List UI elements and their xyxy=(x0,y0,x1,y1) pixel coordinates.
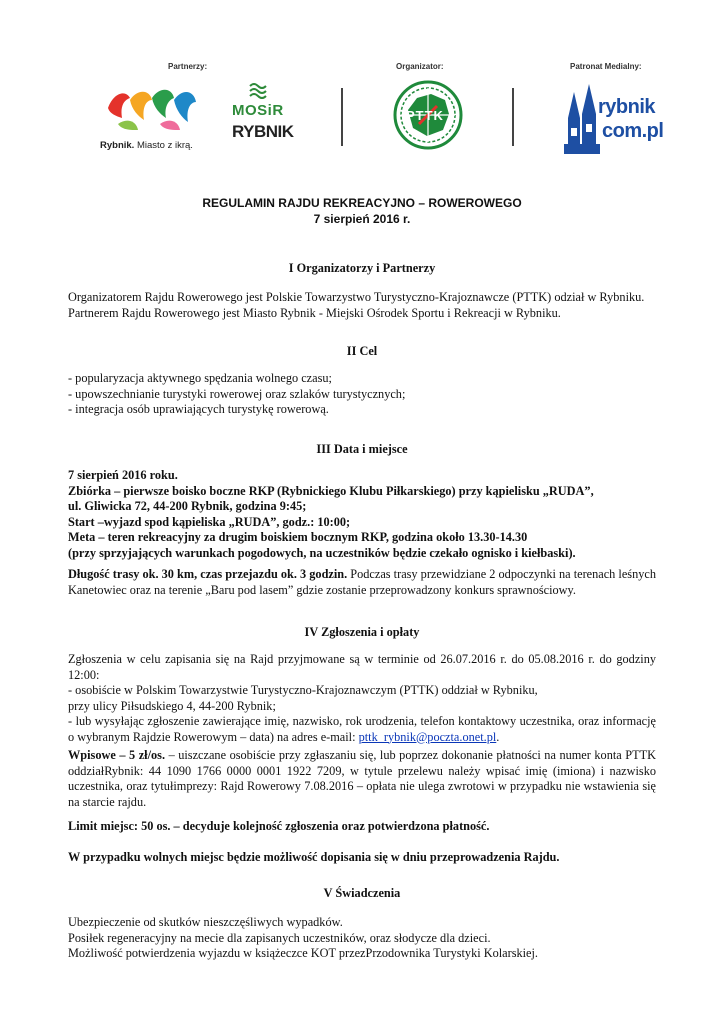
section-heading-organizers: I Organizatorzy i Partnerzy xyxy=(288,261,436,275)
detail-line: ul. Gliwicka 72, 44-200 Rybnik, godzina 9:45; xyxy=(68,499,307,513)
section-heading-date-place: III Data i miejsce xyxy=(316,442,408,456)
rybnik-city-logo xyxy=(100,78,210,158)
route-details: Podczas trasy przewidziane 2 odpoczynki na terenach leśnych Kanetowiec oraz na terenie „Baru pod lasem” gdzie zostanie przeprowadzony konkurs sprawnościowy. xyxy=(68,567,656,597)
list-item: - popularyzacja aktywnego spędzania wolnego czasu; xyxy=(68,371,332,385)
paragraph: przy ulicy Piłsudskiego 4, 44-200 Rybnik; xyxy=(68,698,276,713)
organizer-label: Organizator: xyxy=(396,62,444,71)
separator-line xyxy=(512,88,514,146)
media-patron-label: Patronat Medialny: xyxy=(570,62,642,71)
participant-limit: Limit miejsc: 50 os. – decyduje kolejność zgłoszenia oraz potwierdzona płatność. xyxy=(68,819,490,833)
detail-line: Start –wyjazd spod kąpieliska „RUDA”, godz.: 10:00; xyxy=(68,514,351,529)
paragraph: - osobiście w Polskim Towarzystwie Turystyczno-Krajoznawczym (PTTK) oddział w Rybniku, xyxy=(68,683,538,697)
rybnik-fish-icon xyxy=(100,78,210,138)
detail-line: 7 sierpień 2016 roku. xyxy=(68,468,178,482)
mosir-wave-icon xyxy=(228,80,292,104)
list-item: - upowszechnianie turystyki rowerowej oraz szlaków turystycznych; xyxy=(68,386,406,401)
list-item: Ubezpieczenie od skutków nieszczęśliwych wypadków. xyxy=(68,915,343,929)
list-item: Możliwość potwierdzenia wyjazdu w książeczce KOT przezPrzodownika Turystyki Kolarskiej. xyxy=(68,946,539,960)
rybnik-com-pl-logo xyxy=(562,78,666,158)
entry-fee-paragraph: Wpisowe – 5 zł/os. – uiszczane osobiście przy zgłaszaniu się, lub poprzez dokonanie płatności na numer konta PTTK oddziałRybnik: 44 1090 1766 0000 0001 1922 7209, w tytule przelewu należy wpisać imię (imiona) i nazwisko uczestnika, oraz tytułimprezy: Rajd Rowerowy 7.08.2016 – opłata nie ulega zwrotowi w przypadku nie wstawienia się na starcie rajdu. xyxy=(68,748,656,809)
section-goal-list xyxy=(68,371,656,418)
rybnik-city-caption: Rybnik. Miasto z ikrą. xyxy=(100,140,193,151)
paragraph: Organizatorem Rajdu Rowerowego jest Polskie Towarzystwo Turystyczno-Krajoznawcze (PTTK) odział w Rybniku. xyxy=(68,290,645,304)
section-heading-registration: IV Zgłoszenia i opłaty xyxy=(304,625,420,639)
list-item: Posiłek regeneracyjny na mecie dla zapisanych uczestników, oraz słodycze dla dzieci. xyxy=(68,930,491,945)
detail-line: (przy sprzyjających warunkach pogodowych, na uczestników będzie czekało ognisko i kiełbaski). xyxy=(68,545,576,560)
document-title: REGULAMIN RAJDU REKREACYJNO – ROWEROWEGO xyxy=(202,196,522,210)
detail-line: Zbiórka – pierwsze boisko boczne RKP (Rybnickiego Klubu Piłkarskiego) przy kąpielisku „RUDA”, xyxy=(68,483,594,498)
email-link[interactable]: pttk_rybnik@poczta.onet.pl xyxy=(358,729,497,744)
media-bottom-text: com.pl xyxy=(602,120,664,142)
media-top-text: rybnik xyxy=(598,96,656,118)
pttk-text: PTTK xyxy=(406,108,444,123)
mosir-logo xyxy=(228,80,292,156)
registration-in-person xyxy=(68,683,656,714)
list-item: - integracja osób uprawiających turystykę rowerową. xyxy=(68,402,329,416)
route-length: Długość trasy ok. 30 km, czas przejazdu ok. 3 godzin. xyxy=(68,567,348,581)
detail-line: Meta – teren rekreacyjny za drugim boiskiem bocznym RKP, godzina około 13.30-14.30 xyxy=(68,530,528,544)
section-heading-benefits: V Świadczenia xyxy=(323,886,401,900)
section-organizers-body xyxy=(68,290,656,321)
section-heading-goal: II Cel xyxy=(346,344,378,358)
church-towers-icon xyxy=(562,78,602,154)
mosir-bottom-text: RYBNIK xyxy=(232,122,294,141)
section-date-place-details xyxy=(68,468,656,561)
separator-line xyxy=(341,88,343,146)
mosir-top-text: MOSiR xyxy=(232,102,284,119)
entry-fee: Wpisowe – 5 zł/os. xyxy=(68,748,166,762)
section-benefits-list xyxy=(68,915,656,962)
route-description xyxy=(68,567,656,598)
pttk-logo xyxy=(393,80,463,150)
paragraph: Partnerem Rajdu Rowerowego jest Miasto Rybnik - Miejski Ośrodek Sportu i Rekreacji w Rybniku. xyxy=(68,305,561,320)
registration-email: - lub wysyłając zgłoszenie zawierające imię, nazwisko, rok urodzenia, telefon kontaktowy uczestnika, oraz informację o wybranym Rajdzie Rowerowym – data) na adres e-mail: pttk_rybnik@poczta.onet.pl. xyxy=(68,714,656,744)
document-date: 7 sierpień 2016 r. xyxy=(313,212,411,226)
partners-label: Partnerzy: xyxy=(168,62,208,71)
registration-period: Zgłoszenia w celu zapisania się na Rajd przyjmowane są w terminie od 26.07.2016 r. do 05.08.2016 r. do godziny 12:00: xyxy=(68,652,656,682)
free-spots-note: W przypadku wolnych miejsc będzie możliwość dopisania się w dniu przeprowadzenia Rajdu. xyxy=(68,850,560,864)
